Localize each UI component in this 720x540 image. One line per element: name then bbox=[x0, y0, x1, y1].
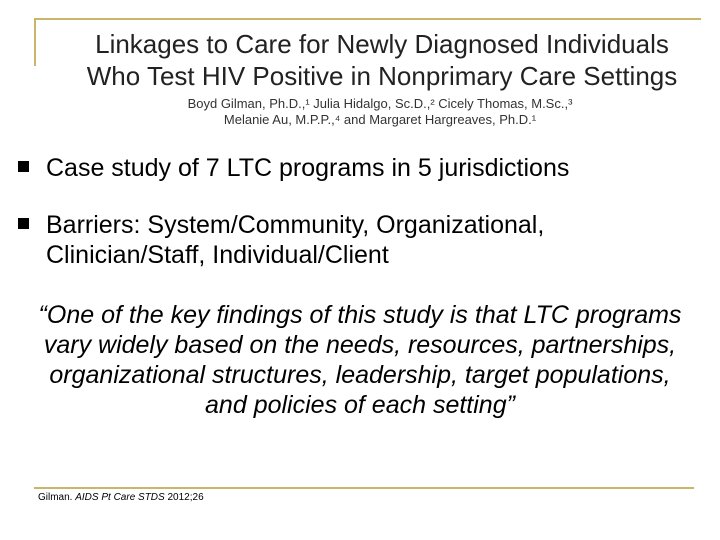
open-quote-mark: “ bbox=[38, 301, 47, 329]
close-quote-mark: ” bbox=[506, 391, 515, 419]
square-bullet-icon bbox=[18, 218, 29, 229]
frame-bottom-line bbox=[34, 487, 694, 489]
authors-line-2: Melanie Au, M.P.P.,⁴ and Margaret Hargreaves, Ph.D.¹ bbox=[223, 112, 537, 127]
square-bullet-icon bbox=[18, 161, 29, 172]
authors-line-1: Boyd Gilman, Ph.D.,¹ Julia Hidalgo, Sc.D.,² Cicely Thomas, M.Sc.,³ bbox=[187, 96, 573, 111]
citation-journal: AIDS Pt Care STDS bbox=[75, 492, 165, 503]
key-finding-quote bbox=[30, 300, 690, 420]
quote-text: One of the key findings of this study is that LTC programs vary widely based on the needs, resources, partnerships, organizational structures, leadership, target populations, and policies of each setting bbox=[43, 301, 682, 419]
title-line-1: Linkages to Care for Newly Diagnosed Individuals bbox=[95, 29, 669, 59]
bullet-text-1: Case study of 7 LTC programs in 5 jurisdictions bbox=[46, 154, 570, 182]
authors-block bbox=[60, 96, 700, 128]
frame-left-line bbox=[34, 18, 36, 66]
bullet-text-2: Barriers: System/Community, Organizational, Clinician/Staff, Individual/Client bbox=[46, 211, 545, 269]
frame-top-line bbox=[34, 18, 701, 20]
citation-author: Gilman. bbox=[38, 492, 73, 503]
slide-title-image bbox=[62, 28, 702, 92]
citation bbox=[38, 492, 204, 503]
title-line-2: Who Test HIV Positive in Nonprimary Care Settings bbox=[86, 61, 678, 91]
citation-ref: 2012;26 bbox=[167, 492, 204, 503]
